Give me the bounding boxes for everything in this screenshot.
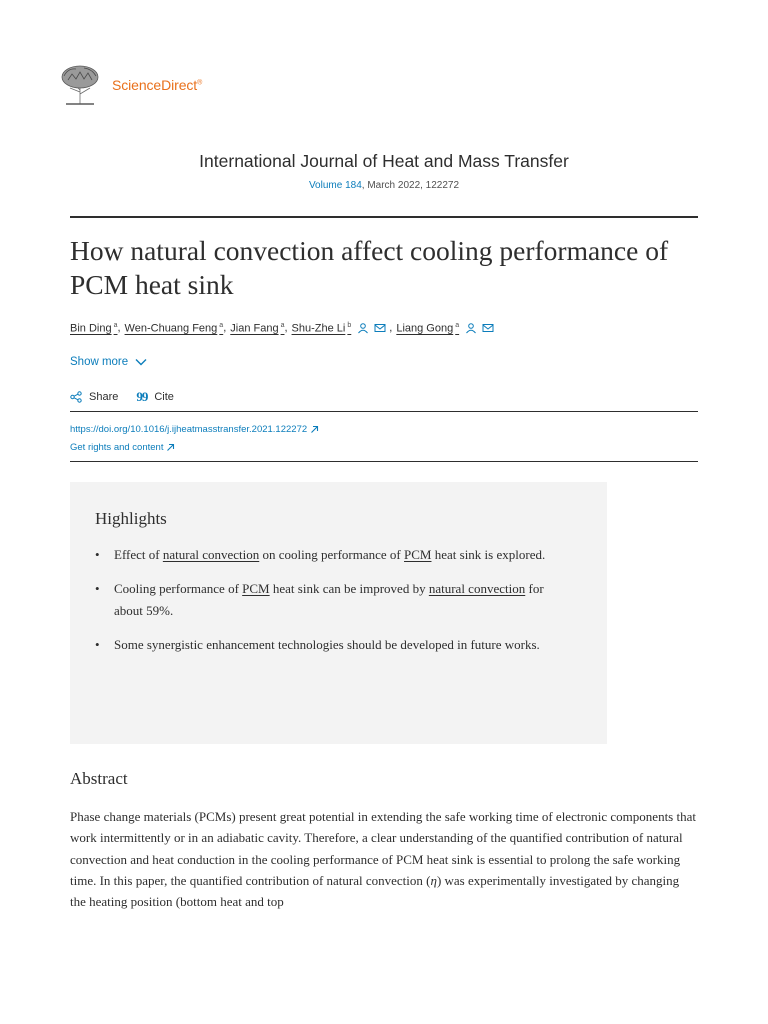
show-more-button[interactable] xyxy=(70,356,147,368)
cite-label: Cite xyxy=(154,391,174,403)
external-link-arrow-icon xyxy=(310,425,319,434)
bullet: • xyxy=(95,547,100,562)
issue-info: , March 2022, 122272 xyxy=(361,180,460,191)
sciencedirect-logo[interactable] xyxy=(58,64,202,106)
abstract-title: Abstract xyxy=(70,769,128,788)
author-separator: , xyxy=(223,322,227,335)
divider xyxy=(70,461,698,462)
author-separator: , xyxy=(284,322,288,335)
author-link[interactable]: Liang Gong $^a$ xyxy=(396,322,460,335)
divider xyxy=(70,411,698,412)
term-link[interactable]: natural convection xyxy=(162,547,260,562)
brand-name: ScienceDirect® xyxy=(112,77,203,93)
chevron-down-icon xyxy=(135,358,147,366)
cite-quote-icon: 99 xyxy=(136,389,148,404)
author-link[interactable]: Jian Fang $^a$ xyxy=(230,322,285,335)
rights-link[interactable]: Get rights and content xyxy=(70,438,319,456)
external-link-arrow-icon xyxy=(166,443,175,452)
highlights-title: Highlights xyxy=(95,509,167,528)
article-title: How natural convection affect cooling performance of PCM heat sink xyxy=(70,235,669,300)
abstract-body: Phase change materials (PCMs) present great potential in extending the safe working time of electronic components that work intermittently or in an adiabatic cavity. Therefore, a clear understanding of the quantified contribution of natural convection and heat conduction in the cooling performance of PCM heat sink is essential to prolong the safe working time. In this paper, the quantified contribution of natural convection (η) was experimentally investigated by changing the heating position (bottom heat and top xyxy=(70,809,696,910)
highlight-item: • Some synergistic enhancement technologies should be developed in future works. xyxy=(95,634,565,656)
author-link[interactable]: Wen-Chuang Feng $^a$ xyxy=(124,322,224,335)
author-link[interactable]: Bin Ding $^a$ xyxy=(70,322,118,335)
highlights-box xyxy=(70,482,607,744)
envelope-icon[interactable] xyxy=(482,322,494,334)
term-link[interactable]: PCM xyxy=(404,547,432,562)
header-divider xyxy=(70,216,698,218)
article-links xyxy=(70,420,319,456)
share-label: Share xyxy=(89,391,119,403)
term-link[interactable]: PCM xyxy=(242,581,270,596)
cite-button[interactable] xyxy=(136,389,174,405)
journal-meta xyxy=(0,180,768,191)
highlights-list xyxy=(95,544,565,668)
elsevier-tree-logo-icon xyxy=(58,64,102,106)
journal-title[interactable]: International Journal of Heat and Mass Transfer xyxy=(199,151,569,171)
bullet: • xyxy=(95,636,100,652)
envelope-icon[interactable] xyxy=(374,322,386,334)
author-separator: , xyxy=(117,322,121,335)
author-separator: , xyxy=(389,322,393,335)
show-more-label: Show more xyxy=(70,356,129,368)
person-icon[interactable] xyxy=(465,322,477,334)
person-icon[interactable] xyxy=(357,322,369,334)
highlight-item: • Cooling performance of PCM heat sink can be improved by natural convection for about 59%. xyxy=(95,578,565,621)
term-link[interactable]: natural convection xyxy=(428,581,526,596)
bullet: • xyxy=(95,581,100,596)
volume-link[interactable]: Volume 184 xyxy=(308,180,362,191)
author-list xyxy=(70,322,497,335)
share-button[interactable] xyxy=(70,391,118,403)
article-actions xyxy=(70,389,192,405)
share-icon xyxy=(70,391,82,403)
author-link[interactable]: Shu-Zhe Li $^b$ xyxy=(291,322,352,335)
highlight-item: • Effect of natural convection on cooling performance of PCM heat sink is explored. xyxy=(95,544,565,566)
doi-link[interactable]: https://doi.org/10.1016/j.ijheatmasstransfer.2021.122272 xyxy=(70,420,319,438)
eta-symbol: η xyxy=(430,872,437,888)
